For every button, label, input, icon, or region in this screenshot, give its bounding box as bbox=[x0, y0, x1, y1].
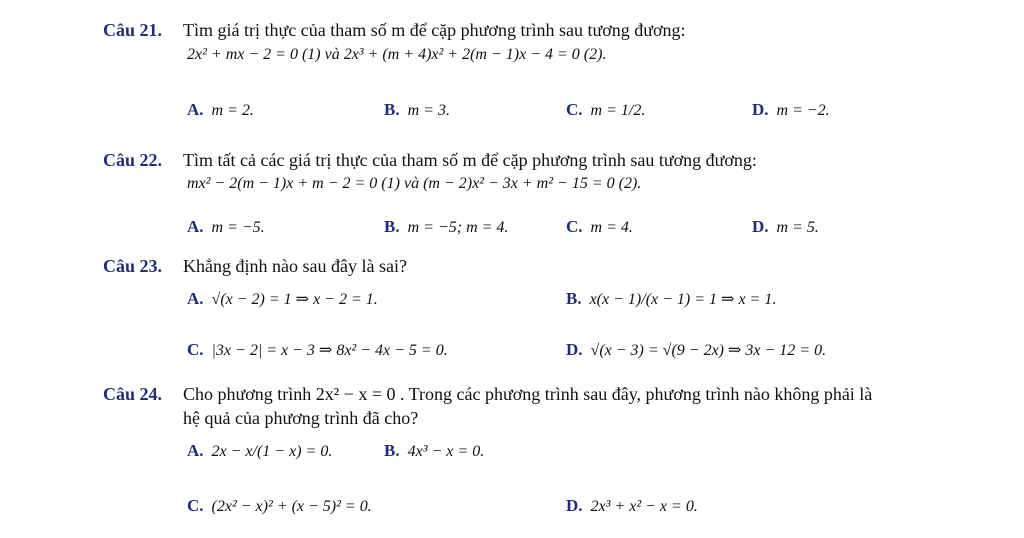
q23-option-d-value: √(x − 3) = √(9 − 2x) ⇒ 3x − 12 = 0. bbox=[590, 342, 827, 359]
q21-equations: 2x² + mx − 2 = 0 (1) và 2x³ + (m + 4)x² + 2(m − 1)x − 4 = 0 (2). bbox=[187, 46, 607, 63]
q24-option-c-value: (2x² − x)² + (x − 5)² = 0. bbox=[211, 498, 372, 515]
q23-option-b-label: B. bbox=[566, 289, 582, 308]
q21-option-d-label: D. bbox=[752, 100, 769, 119]
q24-option-d-label: D. bbox=[566, 496, 583, 515]
q22-option-b[interactable] bbox=[384, 217, 508, 237]
q24-option-c-label: C. bbox=[187, 496, 204, 515]
q24-option-d-value: 2x³ + x² − x = 0. bbox=[590, 498, 698, 515]
q24-option-a[interactable] bbox=[187, 441, 332, 461]
q21-option-b-label: B. bbox=[384, 100, 400, 119]
q23-option-c-value: |3x − 2| = x − 3 ⇒ 8x² − 4x − 5 = 0. bbox=[211, 342, 448, 359]
q24-text-line1: Cho phương trình 2x² − x = 0 . Trong các phương trình sau đây, phương trình nào không phải là bbox=[183, 384, 873, 404]
q24-text-line2: hệ quả của phương trình đã cho? bbox=[183, 408, 419, 428]
q21-option-c[interactable] bbox=[566, 100, 645, 120]
q24-option-d[interactable] bbox=[566, 496, 698, 516]
q22-option-d-value: m = 5. bbox=[776, 219, 819, 236]
q24-option-b-label: B. bbox=[384, 441, 400, 460]
q23-option-a-label: A. bbox=[187, 289, 204, 308]
q22-option-b-value: m = −5; m = 4. bbox=[407, 219, 509, 236]
q21-option-a[interactable] bbox=[187, 100, 254, 120]
q22-label: Câu 22. bbox=[103, 150, 163, 170]
q22-text: Tìm tất cả các giá trị thực của tham số m để cặp phương trình sau tương đương: bbox=[183, 150, 757, 170]
q21-label: Câu 21. bbox=[103, 20, 163, 40]
q23-option-c[interactable] bbox=[187, 340, 448, 360]
q24-label: Câu 24. bbox=[103, 384, 163, 404]
q23-option-a[interactable] bbox=[187, 289, 378, 309]
q22-equations: mx² − 2(m − 1)x + m − 2 = 0 (1) và (m − 2)x² − 3x + m² − 15 = 0 (2). bbox=[187, 175, 642, 192]
q21-option-c-label: C. bbox=[566, 100, 583, 119]
q23-text: Khẳng định nào sau đây là sai? bbox=[183, 256, 407, 276]
q21-option-c-value: m = 1/2. bbox=[590, 102, 646, 119]
q23-label: Câu 23. bbox=[103, 256, 163, 276]
q21-option-b[interactable] bbox=[384, 100, 450, 120]
q22-option-d-label: D. bbox=[752, 217, 769, 236]
q24-option-c[interactable] bbox=[187, 496, 372, 516]
q21-option-a-label: A. bbox=[187, 100, 204, 119]
q21-option-a-value: m = 2. bbox=[211, 102, 254, 119]
q22-option-a-value: m = −5. bbox=[211, 219, 265, 236]
q23-option-c-label: C. bbox=[187, 340, 204, 359]
q24-option-a-label: A. bbox=[187, 441, 204, 460]
q21-option-b-value: m = 3. bbox=[407, 102, 450, 119]
q22-option-c-label: C. bbox=[566, 217, 583, 236]
q24-option-b[interactable] bbox=[384, 441, 484, 461]
q21-option-d-value: m = −2. bbox=[776, 102, 830, 119]
q23-option-d[interactable] bbox=[566, 340, 826, 360]
q22-option-c-value: m = 4. bbox=[590, 219, 633, 236]
q23-option-a-value: √(x − 2) = 1 ⇒ x − 2 = 1. bbox=[211, 291, 378, 308]
q22-option-a-label: A. bbox=[187, 217, 204, 236]
q22-option-d[interactable] bbox=[752, 217, 819, 237]
q22-option-a[interactable] bbox=[187, 217, 265, 237]
q23-option-d-label: D. bbox=[566, 340, 583, 359]
q21-text: Tìm giá trị thực của tham số m để cặp phương trình sau tương đương: bbox=[183, 20, 686, 40]
q24-option-a-value: 2x − x/(1 − x) = 0. bbox=[211, 443, 333, 460]
q23-option-b[interactable] bbox=[566, 289, 776, 309]
q24-option-b-value: 4x³ − x = 0. bbox=[407, 443, 485, 460]
q22-option-c[interactable] bbox=[566, 217, 633, 237]
q23-option-b-value: x(x − 1)/(x − 1) = 1 ⇒ x = 1. bbox=[589, 291, 777, 308]
q21-option-d[interactable] bbox=[752, 100, 830, 120]
q22-option-b-label: B. bbox=[384, 217, 400, 236]
